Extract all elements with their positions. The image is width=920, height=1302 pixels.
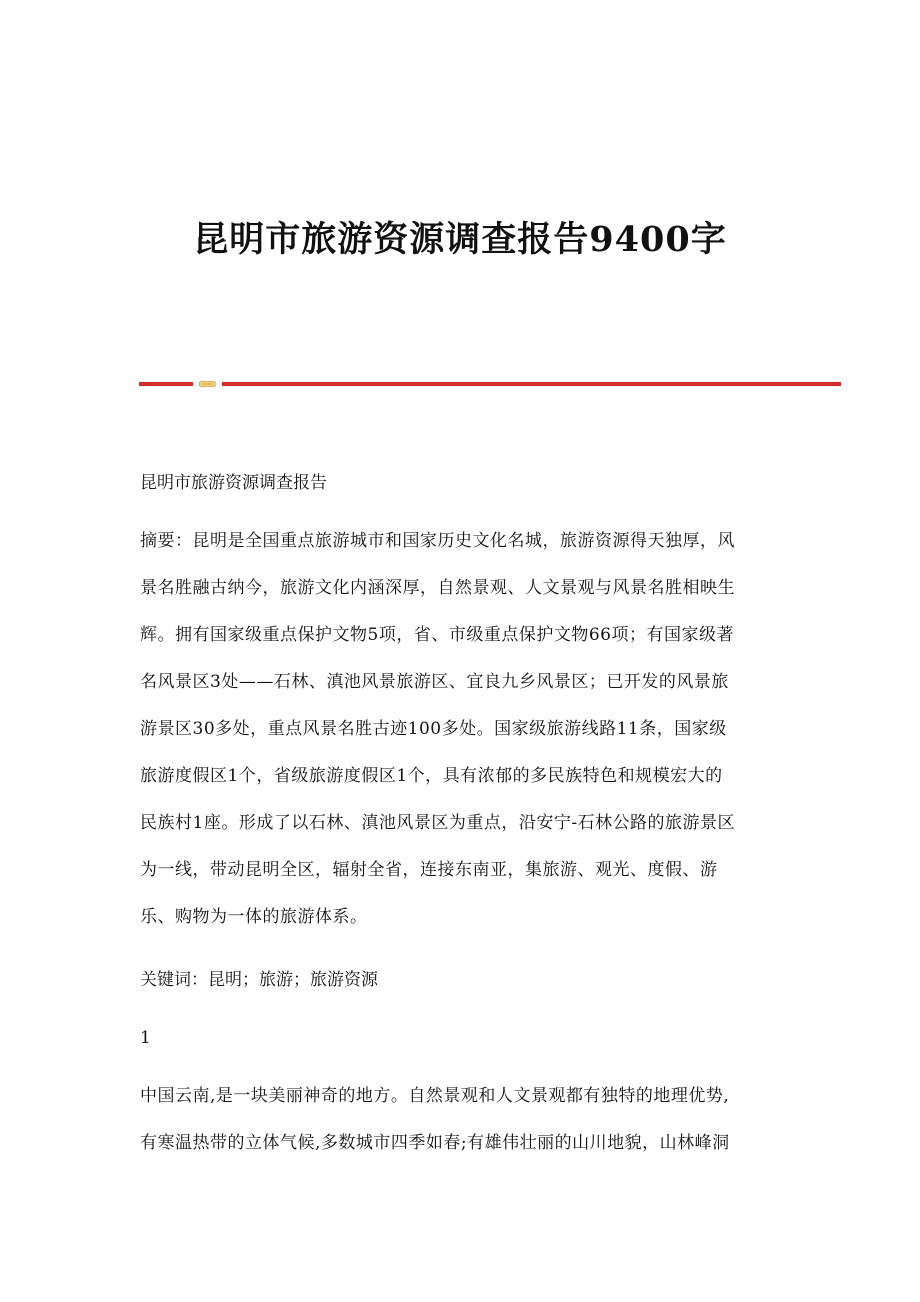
abstract-line: 乐、购物为一体的旅游体系。 [140,907,368,927]
keywords-line: 关键词：昆明；旅游；旅游资源 [140,970,378,990]
document-title: 昆明市旅游资源调查报告9400字 [193,219,727,260]
divider-line-left [139,382,193,386]
abstract-line: 为一线，带动昆明全区，辐射全省，连接东南亚，集旅游、观光、度假、游 [140,860,718,880]
title-divider [139,380,841,388]
document-subtitle: 昆明市旅游资源调查报告 [140,473,327,493]
abstract-line: 辉。拥有国家级重点保护文物5项，省、市级重点保护文物66项；有国家级著 [140,625,734,645]
divider-line-right [222,382,841,386]
abstract-line: 游景区30多处，重点风景名胜古迹100多处。国家级旅游线路11条，国家级 [140,719,727,739]
abstract-line: 名风景区3处——石林、滇池风景旅游区、宜良九乡风景区；已开发的风景旅 [140,672,729,692]
intro-line: 有寒温热带的立体气候,多数城市四季如春;有雄伟壮丽的山川地貌，山林峰洞 [140,1133,730,1153]
abstract-line: 摘要：昆明是全国重点旅游城市和国家历史文化名城，旅游资源得天独厚，风 [140,531,735,551]
abstract-line: 景名胜融古纳今，旅游文化内涵深厚，自然景观、人文景观与风景名胜相映生 [140,578,735,598]
intro-line: 中国云南,是一块美丽神奇的地方。自然景观和人文景观都有独特的地理优势, [140,1086,730,1106]
section-number: 1 [140,1028,151,1048]
abstract-line: 民族村1座。形成了以石林、滇池风景区为重点，沿安宁-石林公路的旅游景区 [140,813,736,833]
intro-paragraph [140,1079,790,1173]
abstract-paragraph [140,524,790,947]
divider-ornament-icon [198,380,217,388]
abstract-line: 旅游度假区1个，省级旅游度假区1个，具有浓郁的多民族特色和规模宏大的 [140,766,723,786]
